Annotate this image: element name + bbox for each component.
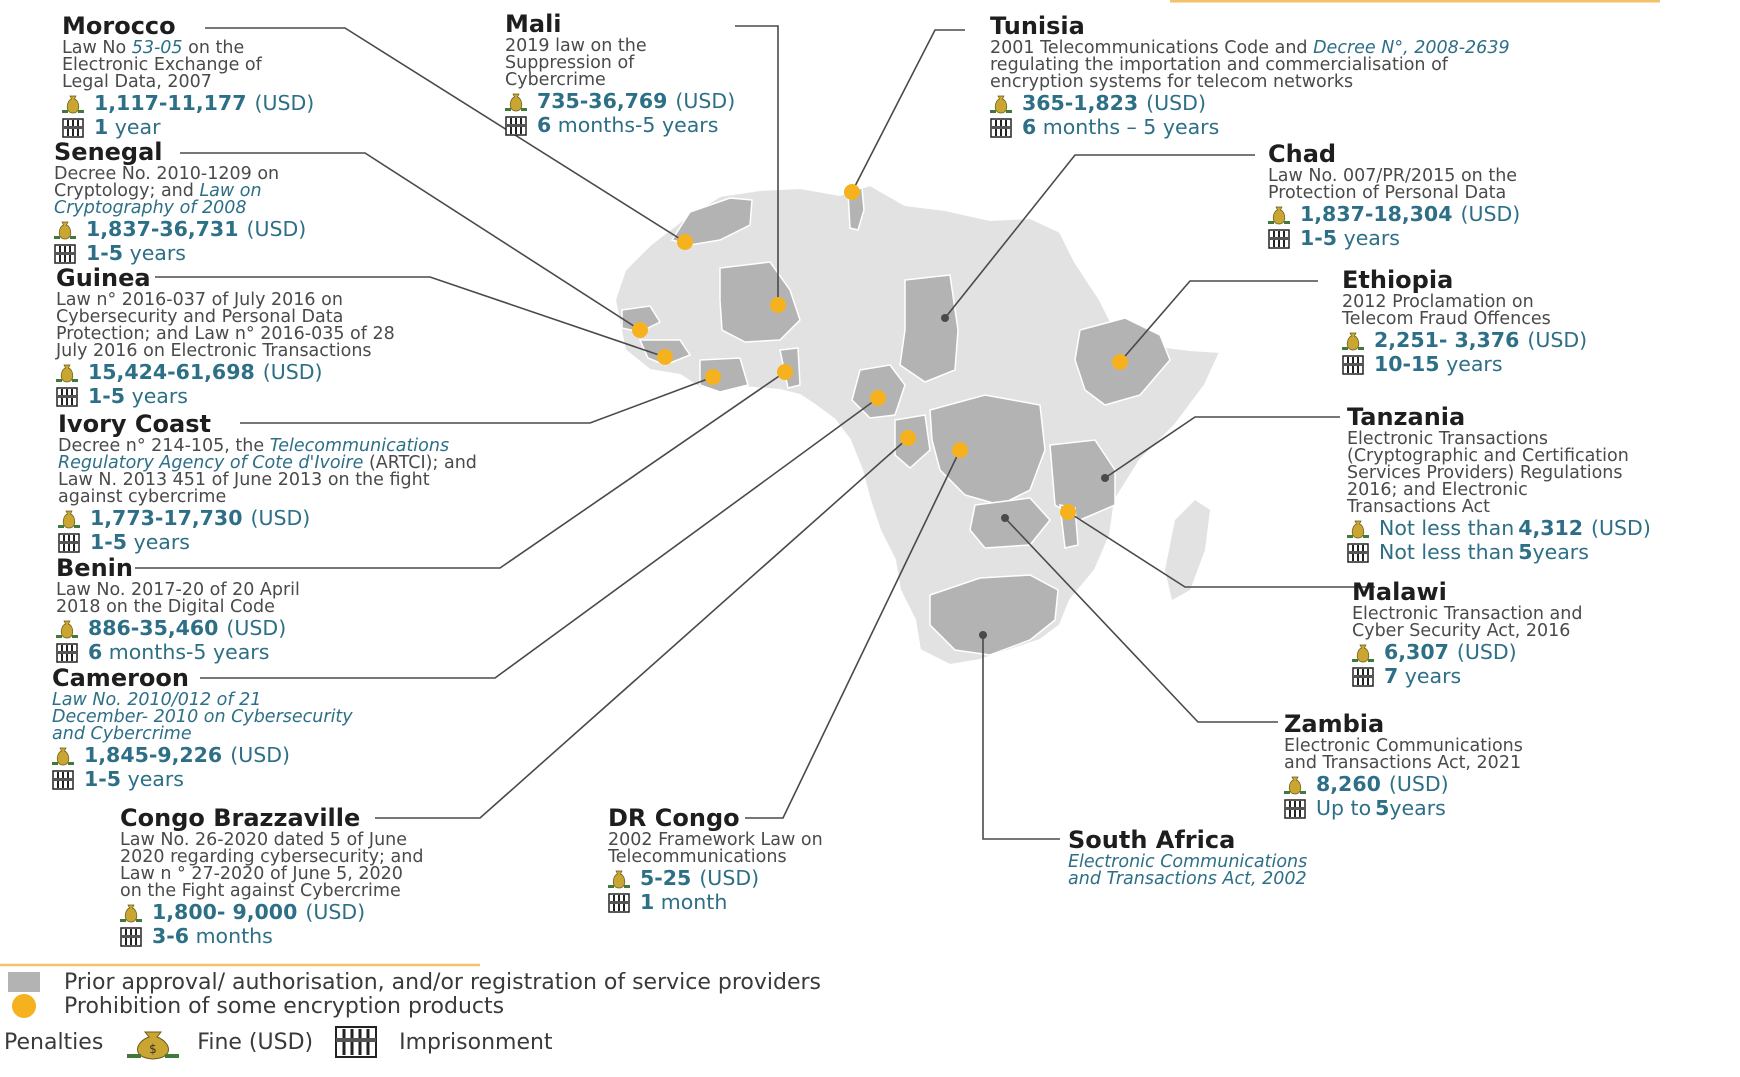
fine-unit: (USD) — [1527, 328, 1588, 353]
money-bag-icon — [1352, 643, 1374, 663]
prison-bars-icon — [990, 118, 1012, 138]
law-text-plain: 2012 Proclamation on Telecom Fraud Offences — [1342, 292, 1551, 329]
money-bag-icon — [123, 1024, 183, 1060]
fine-unit: (USD) — [262, 360, 323, 385]
legend-gray-label: Prior approval/ authorisation, and/or registration of service providers — [64, 969, 822, 995]
callout-ivory — [58, 412, 618, 554]
prison-suffix: years — [1389, 796, 1446, 821]
fine-unit: (USD) — [250, 506, 311, 531]
prison-bars-icon — [54, 244, 76, 264]
fine-unit: (USD) — [699, 866, 760, 891]
law-text — [1342, 294, 1722, 328]
fine-value: 4,312 — [1518, 516, 1584, 541]
law-text-tail: on the Electronic Exchange of Legal Data, 2007 — [62, 38, 262, 92]
prison-value: 6 months-5 years — [537, 113, 719, 138]
prison-row — [505, 114, 765, 137]
fine-row — [1268, 203, 1688, 226]
fine-value: 15,424-61,698 — [88, 360, 255, 385]
callout-cameroon — [52, 666, 472, 791]
fine-value: 8,260 — [1316, 772, 1381, 797]
law-text-plain: Law No. 007/PR/2015 on the Protection of Personal Data — [1268, 166, 1518, 203]
fine-row — [56, 361, 516, 384]
country-name: Chad — [1268, 140, 1337, 168]
country-name: Zambia — [1284, 710, 1385, 738]
endpoint-zambia — [1001, 514, 1009, 522]
country-name: Ethiopia — [1342, 266, 1454, 294]
fine-row — [1347, 517, 1737, 540]
dot-congo — [900, 430, 916, 446]
law-text-plain: Electronic Communications and Transactions Act, 2021 — [1284, 736, 1523, 773]
leader-tunisia — [852, 30, 965, 192]
fine-row — [1352, 641, 1732, 664]
callout-zambia — [1284, 712, 1704, 820]
fine-prefix: Not less than — [1379, 516, 1515, 541]
fine-row — [120, 901, 540, 924]
law-text-plain: Law No. 26-2020 dated 5 of June 2020 regarding cybersecurity; and Law n ° 27-2020 of June 5, 2020 on the Fight against Cybercrime — [120, 830, 424, 901]
fine-unit: (USD) — [230, 743, 291, 768]
callout-chad — [1268, 142, 1688, 250]
fine-row — [58, 507, 618, 530]
prison-row — [1284, 797, 1704, 820]
prison-bars-icon — [56, 387, 78, 407]
prison-bars-icon — [1352, 667, 1374, 687]
prison-value: 1-5 years — [84, 767, 184, 792]
callout-morocco — [62, 14, 362, 139]
money-bag-icon — [1342, 331, 1364, 351]
law-text — [54, 166, 384, 217]
legend-dot-row — [4, 994, 944, 1018]
law-text-plain: Decree n° 214-105, the — [58, 436, 270, 456]
law-text — [62, 40, 362, 91]
money-bag-icon — [62, 94, 84, 114]
penalties-legend — [4, 1024, 553, 1060]
legend-dot-swatch — [12, 994, 36, 1018]
prison-bars-icon — [52, 770, 74, 790]
country-name: Cameroon — [52, 664, 189, 692]
legend-gray-swatch — [8, 972, 40, 992]
fine-unit: (USD) — [1460, 202, 1521, 227]
money-bag-icon — [52, 746, 74, 766]
callout-malawi — [1352, 580, 1732, 688]
prison-bars-icon — [56, 643, 78, 663]
money-bag-icon — [58, 509, 80, 529]
fine-row — [1284, 773, 1704, 796]
prison-value: 1-5 years — [1300, 226, 1400, 251]
prison-value: 6 months – 5 years — [1022, 115, 1220, 140]
prison-suffix: years — [1532, 540, 1589, 565]
prison-bars-icon — [1342, 355, 1364, 375]
law-text-italic: Law No. 2010/012 of 21 December- 2010 on Cybersecurity and Cybercrime — [52, 690, 353, 744]
prison-row — [608, 891, 908, 914]
fine-value: 365-1,823 — [1022, 91, 1139, 116]
dot-morocco — [677, 234, 693, 250]
prison-bars-icon — [505, 116, 527, 136]
dot-cameroon — [870, 390, 886, 406]
law-text-italic: Electronic Communications and Transactions Act, 2002 — [1068, 852, 1308, 889]
prison-row — [56, 385, 516, 408]
fine-unit: (USD) — [675, 89, 736, 114]
fine-row — [1342, 329, 1722, 352]
fine-unit: (USD) — [226, 616, 287, 641]
dot-mali — [770, 297, 786, 313]
madagascar — [1165, 500, 1210, 600]
law-text — [56, 582, 476, 616]
money-bag-icon — [120, 903, 142, 923]
prison-value: 1-5 years — [86, 241, 186, 266]
prison-value: 10-15 years — [1374, 352, 1503, 377]
fine-unit: (USD) — [254, 91, 315, 116]
money-bag-icon — [56, 363, 78, 383]
fine-unit: (USD) — [1388, 772, 1449, 797]
law-text — [990, 40, 1710, 91]
country-name: South Africa — [1068, 826, 1236, 854]
country-name: Guinea — [56, 264, 151, 292]
country-name: Ivory Coast — [58, 410, 211, 438]
law-text-plain: 2001 Telecommunications Code and — [990, 38, 1314, 58]
callout-benin — [56, 556, 476, 664]
prison-bars-icon — [120, 927, 142, 947]
prison-prefix: Up to — [1316, 796, 1372, 821]
dot-benin — [777, 364, 793, 380]
callout-ethiopia — [1342, 268, 1722, 376]
callout-congo — [120, 806, 540, 948]
law-text-tail: (ARTCI); and Law N. 2013 451 of June 2013 on the fight against cybercrime — [58, 453, 477, 507]
country-name: Tunisia — [990, 12, 1085, 40]
law-text-plain: 2002 Framework Law on Telecommunications — [608, 830, 823, 867]
fine-unit: (USD) — [305, 900, 366, 925]
prison-row — [54, 242, 384, 265]
penalties-label: Penalties — [4, 1029, 104, 1055]
fine-row — [505, 90, 765, 113]
law-text-plain: Law No. 2017-20 of 20 April 2018 on the Digital Code — [56, 580, 300, 617]
law-text — [58, 438, 618, 506]
fine-value: 1,837-18,304 — [1300, 202, 1453, 227]
callout-southafrica — [1068, 828, 1468, 888]
prison-value: 5 — [1518, 540, 1533, 565]
fine-value: 1,773-17,730 — [90, 506, 243, 531]
callout-mali — [505, 12, 765, 137]
money-bag-icon — [505, 92, 527, 112]
law-text — [608, 832, 908, 866]
prison-bars-icon — [1347, 543, 1369, 563]
law-text — [1068, 854, 1468, 888]
fine-unit: (USD) — [246, 217, 307, 242]
endpoint-chad — [941, 314, 949, 322]
country-name: Senegal — [54, 138, 163, 166]
law-text-plain: Decree No. 2010-1209 on Cryptology; and — [54, 164, 280, 201]
law-text-plain: 2019 law on the Suppression of Cybercrime — [505, 36, 647, 90]
endpoint-southafrica — [979, 631, 987, 639]
law-text — [1352, 606, 1732, 640]
country-name: DR Congo — [608, 804, 740, 832]
fine-unit: (USD) — [1456, 640, 1517, 665]
dot-ethiopia — [1112, 354, 1128, 370]
fine-value: 735-36,769 — [537, 89, 668, 114]
legend-gray-row — [4, 970, 944, 994]
law-text-tail: regulating the importation and commercialisation of encryption systems for telecom networks — [990, 55, 1448, 92]
law-text — [1284, 738, 1704, 772]
law-text-plain: Law n° 2016-037 of July 2016 on Cybersecurity and Personal Data Protection; and Law n° 2016-035 of 28 July 2016 on Electronic Transactions — [56, 290, 395, 361]
prison-bars-icon — [608, 893, 630, 913]
prison-value: 1 year — [94, 115, 161, 140]
fine-row — [990, 92, 1710, 115]
prison-prefix: Not less than — [1379, 540, 1515, 565]
legend-dot-label: Prohibition of some encryption products — [64, 993, 505, 1019]
law-text — [52, 692, 472, 743]
prison-row — [62, 116, 362, 139]
prison-row — [52, 768, 472, 791]
prison-bars-icon — [62, 118, 84, 138]
dot-ivory — [705, 369, 721, 385]
fine-value: 1,845-9,226 — [84, 743, 223, 768]
country-name: Benin — [56, 554, 133, 582]
law-text — [1268, 168, 1688, 202]
money-bag-icon — [1347, 519, 1369, 539]
law-text — [505, 38, 765, 89]
dot-malawi — [1060, 504, 1076, 520]
money-bag-icon — [990, 94, 1012, 114]
law-text-italic: Telecommunications Regulatory Agency of Cote d'Ivoire — [58, 436, 450, 473]
prison-row — [1352, 665, 1732, 688]
fine-row — [52, 744, 472, 767]
country-name: Tanzania — [1347, 403, 1466, 431]
fine-value: 6,307 — [1384, 640, 1449, 665]
prison-value: 7 years — [1384, 664, 1462, 689]
law-text-italic: Law on Cryptography of 2008 — [54, 181, 262, 218]
prison-value: 1 month — [640, 890, 728, 915]
prison-bars-icon — [335, 1026, 377, 1058]
law-text — [56, 292, 516, 360]
fine-row — [56, 617, 476, 640]
prison-row — [120, 925, 540, 948]
fine-row — [608, 867, 908, 890]
law-text-plain: Law No — [62, 38, 132, 58]
law-text-italic: Decree N°, 2008-2639 — [1313, 38, 1510, 58]
prison-value: 3-6 months — [152, 924, 273, 949]
prison-row — [1347, 541, 1737, 564]
prison-label: Imprisonment — [399, 1029, 553, 1055]
law-text-plain: Electronic Transaction and Cyber Security Act, 2016 — [1352, 604, 1583, 641]
prison-row — [1268, 227, 1688, 250]
legend — [4, 970, 944, 1018]
dot-tunisia — [844, 184, 860, 200]
country-name: Morocco — [62, 12, 176, 40]
money-bag-icon — [608, 869, 630, 889]
prison-row — [990, 116, 1710, 139]
country-name: Mali — [505, 10, 562, 38]
endpoint-tanzania — [1101, 474, 1109, 482]
country-name: Congo Brazzaville — [120, 804, 361, 832]
callout-tunisia — [990, 14, 1710, 139]
fine-value: 5-25 — [640, 866, 692, 891]
svg-text:$: $ — [149, 1042, 158, 1056]
fine-value: 1,837-36,731 — [86, 217, 239, 242]
callout-tanzania — [1347, 405, 1737, 564]
money-bag-icon — [54, 220, 76, 240]
leader-southafrica — [983, 635, 1060, 839]
country-name: Malawi — [1352, 578, 1447, 606]
prison-value: 1-5 years — [90, 530, 190, 555]
callout-guinea — [56, 266, 516, 408]
fine-unit: (USD) — [1591, 516, 1651, 541]
law-text-plain: Electronic Transactions (Cryptographic and Certification Services Providers) Regulations 2016; and Electronic Transactions Act — [1347, 429, 1629, 517]
law-text-italic: 53-05 — [131, 38, 183, 58]
dot-drc — [952, 442, 968, 458]
callout-senegal — [54, 140, 384, 265]
prison-value: 5 — [1375, 796, 1390, 821]
prison-value: 1-5 years — [88, 384, 188, 409]
fine-label: Fine (USD) — [197, 1029, 314, 1055]
fine-unit: (USD) — [1146, 91, 1206, 116]
prison-bars-icon — [58, 533, 80, 553]
law-text — [1347, 431, 1737, 516]
callout-drc — [608, 806, 908, 914]
prison-row — [1342, 353, 1722, 376]
law-text — [120, 832, 540, 900]
prison-row — [56, 641, 476, 664]
fine-value: 2,251- 3,376 — [1374, 328, 1520, 353]
fine-value: 1,800- 9,000 — [152, 900, 298, 925]
prison-row — [58, 531, 618, 554]
money-bag-icon — [56, 619, 78, 639]
dot-senegal — [632, 322, 648, 338]
prison-value: 6 months-5 years — [88, 640, 270, 665]
fine-row — [54, 218, 384, 241]
prison-bars-icon — [1284, 799, 1306, 819]
fine-value: 1,117-11,177 — [94, 91, 247, 116]
money-bag-icon — [1284, 775, 1306, 795]
money-bag-icon — [1268, 205, 1290, 225]
dot-guinea — [657, 349, 673, 365]
fine-row — [62, 92, 362, 115]
chad-shape — [900, 275, 958, 382]
fine-value: 886-35,460 — [88, 616, 219, 641]
prison-bars-icon — [1268, 229, 1290, 249]
leader-malawi — [1068, 512, 1375, 587]
